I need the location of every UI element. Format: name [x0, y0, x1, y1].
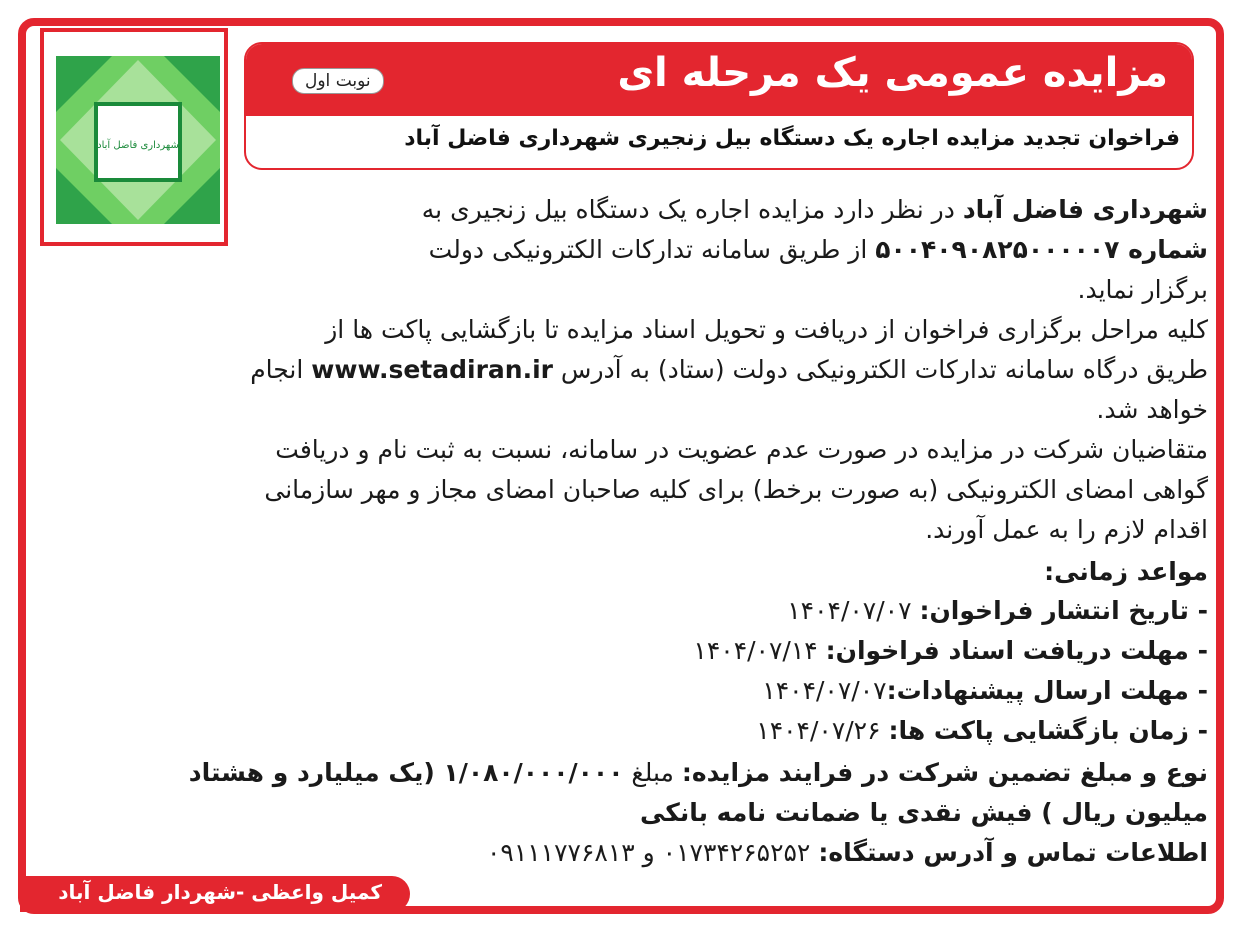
auction-number: شماره ۵۰۰۴۰۹۰۸۲۵۰۰۰۰۰۷ [875, 235, 1208, 264]
para1-line1 [422, 193, 1208, 227]
para1-line1-text: در نظر دارد مزایده اجاره یک دستگاه بیل زنجیری به [421, 195, 963, 224]
schedule-label: - تاریخ انتشار فراخوان: [919, 596, 1208, 625]
schedule-label: - زمان بازگشایی پاکت ها: [888, 716, 1208, 745]
guarantee-mid: مبلغ [623, 758, 682, 787]
org-name: شهرداری فاضل آباد [962, 195, 1208, 224]
header-banner [244, 42, 1194, 170]
para1-line3: برگزار نماید. [1077, 275, 1208, 304]
guarantee-line2: میلیون ریال ) فیش نقدی یا ضمانت نامه بانکی [639, 798, 1208, 827]
municipality-logo [40, 28, 228, 246]
para1-line2-text: از طریق سامانه تدارکات الکترونیکی دولت [428, 235, 876, 264]
schedule-label: - مهلت دریافت اسناد فراخوان: [825, 636, 1208, 665]
schedule-item-bids [762, 674, 1208, 708]
para2-line2-a: طریق درگاه سامانه تدارکات الکترونیکی دولت (ستاد) به آدرس [552, 355, 1208, 384]
guarantee-amount: ۱/۰۸۰/۰۰۰/۰۰۰ (یک میلیارد و هشتاد [188, 758, 624, 787]
contact-label: اطلاعات تماس و آدرس دستگاه: [818, 838, 1208, 867]
contact-line [487, 836, 1208, 870]
para2-line2 [250, 353, 1208, 387]
schedule-value: ۱۴۰۴/۰۷/۰۷ [787, 596, 920, 625]
signature-text: کمیل واعظی -شهردار فاضل آباد [58, 880, 382, 904]
schedule-label: - مهلت ارسال پیشنهادات: [886, 676, 1208, 705]
signature-bar [20, 876, 410, 912]
para2-line2-b: انجام [250, 355, 312, 384]
para3-line1: متقاضیان شرکت در مزایده در صورت عدم عضویت در سامانه، نسبت به ثبت نام و دریافت [275, 435, 1208, 464]
guarantee-label: نوع و مبلغ تضمین شرکت در فرایند مزایده: [681, 758, 1208, 787]
schedule-value: ۱۴۰۴/۰۷/۰۷ [762, 676, 887, 705]
para3-line2: گواهی امضای الکترونیکی (به صورت برخط) برای کلیه صاحبان امضای مجاز و مهر سازمانی [264, 475, 1208, 504]
schedule-item-publish [787, 594, 1208, 628]
page-subtitle: فراخوان تجدید مزایده اجاره یک دستگاه بیل زنجیری شهرداری فاضل آباد [404, 126, 1180, 151]
guarantee-line1 [189, 756, 1208, 790]
schedule-title: مواعد زمانی: [1044, 557, 1208, 586]
logo-text: شهرداری فاضل آباد [97, 140, 179, 151]
round-badge: نوبت اول [292, 68, 384, 94]
para2-line1: کلیه مراحل برگزاری فراخوان از دریافت و تحویل اسناد مزایده تا بازگشایی پاکت ها از [325, 315, 1208, 344]
para1-line2 [429, 233, 1208, 267]
para2-line3: خواهد شد. [1096, 395, 1208, 424]
contact-phones: ۰۱۷۳۴۲۶۵۲۵۲ و ۰۹۱۱۱۷۷۶۸۱۳ [486, 838, 819, 867]
page-title: مزایده عمومی یک مرحله ای [617, 50, 1168, 96]
para3-line3: اقدام لازم را به عمل آورند. [925, 515, 1208, 544]
schedule-item-docs [693, 634, 1208, 668]
website-link[interactable]: www.setadiran.ir [311, 355, 553, 384]
schedule-item-opening [756, 714, 1208, 748]
schedule-value: ۱۴۰۴/۰۷/۱۴ [693, 636, 826, 665]
schedule-value: ۱۴۰۴/۰۷/۲۶ [756, 716, 889, 745]
